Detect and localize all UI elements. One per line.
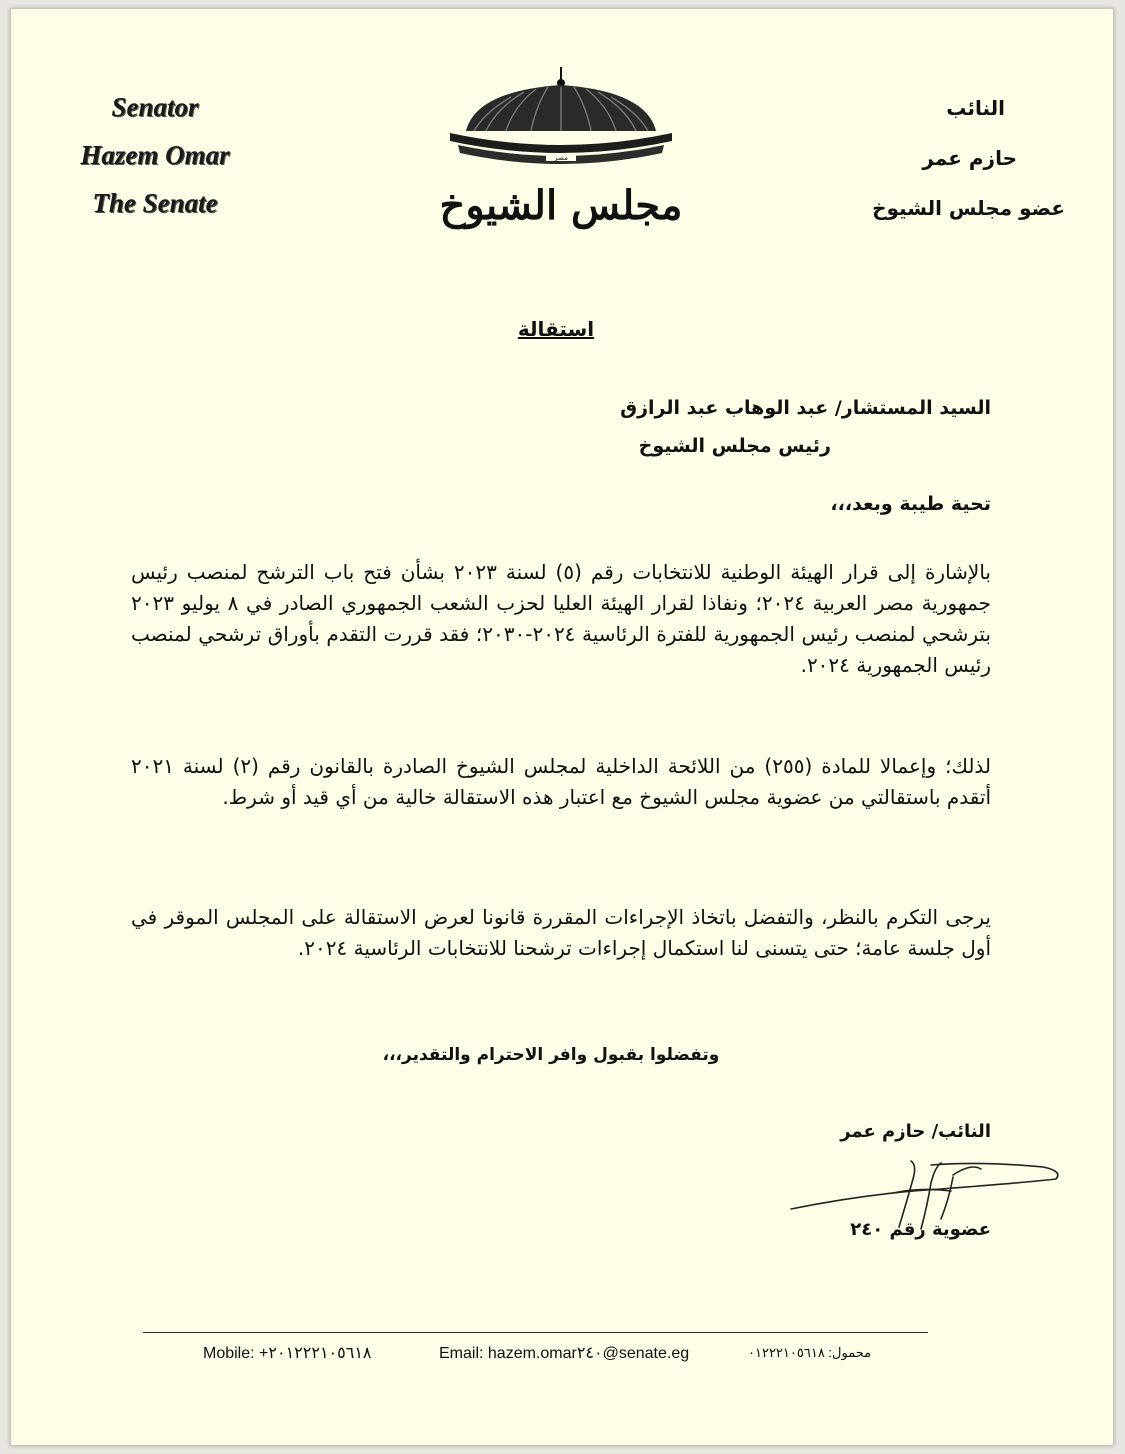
body-paragraph-1: بالإشارة إلى قرار الهيئة الوطنية للانتخابات رقم (٥) لسنة ٢٠٢٣ بشأن فتح باب الترشح لمنصب رئيس جمهورية مصر العربية ٢٠٢٤؛ ونفاذا لقرار الهيئة العليا لحزب الشعب الجمهوري الصادر في ٨ يوليو ٢٠٢٣ بترشحي لمنصب رئيس الجمهورية للفترة الرئاسية ٢٠٢٤-٢٠٣٠؛ فقد قررت التقدم بأوراق ترشحي لمنصب رئيس الجمهورية ٢٠٢٤.	[131, 560, 991, 677]
greeting: تحية طيبة وبعد،،،	[830, 493, 991, 515]
senate-logo	[436, 61, 686, 241]
footer-mahmoul: محمول: ٠١٢٢٢١٠٥٦١٨	[748, 1345, 872, 1360]
body-paragraph-2: لذلك؛ وإعمالا للمادة (٢٥٥) من اللائحة الداخلية لمجلس الشيوخ الصادرة بالقانون رقم (٢) لسنة ٢٠٢١ أتقدم باستقالتي من عضوية مجلس الشيوخ مع اعتبار هذه الاستقالة خالية من أي قيد أو شرط.	[131, 754, 991, 809]
footer-divider	[143, 1332, 928, 1333]
addressee-position: رئيس مجلس الشيوخ	[638, 435, 831, 457]
addressee	[391, 389, 991, 465]
addressee-name: السيد المستشار/ عبد الوهاب عبد الرازق	[620, 397, 991, 419]
closing-line: وتفضلوا بقبول وافر الاحترام والتقدير،،،	[382, 1045, 720, 1065]
arabic-letterhead	[805, 83, 1065, 233]
arabic-header-line-2: حازم عمر	[922, 146, 1017, 170]
letter-title: استقالة	[517, 317, 595, 341]
english-header-line-1: Senator	[111, 92, 199, 122]
arabic-header-line-3: عضو مجلس الشيوخ	[872, 196, 1065, 220]
membership-number: عضوية رقم ٢٤٠	[850, 1219, 991, 1240]
body-paragraph-3: يرجى التكرم بالنظر، والتفضل باتخاذ الإجراءات المقررة قانونا لعرض الاستقالة على المجلس الموقر في أول جلسة عامة؛ حتى يتسنى لنا استكمال إجراءات ترشحنا للانتخابات الرئاسية ٢٠٢٤.	[131, 905, 991, 960]
english-header-line-3: The Senate	[92, 188, 218, 218]
arabic-header-line-1: النائب	[946, 96, 1005, 120]
footer-email: Email: hazem.omar٢٤٠@senate.eg	[439, 1345, 690, 1362]
letter-page	[10, 8, 1114, 1446]
signatory-name: النائب/ حازم عمر	[840, 1121, 991, 1142]
svg-text:مصر: مصر	[554, 154, 568, 162]
english-letterhead	[45, 83, 265, 227]
english-header-line-2: Hazem Omar	[80, 140, 230, 170]
logo-calligraphy: مجلس الشيوخ	[439, 182, 683, 229]
footer-mobile: Mobile: +٢٠١٢٢٢١٠٥٦١٨	[203, 1345, 372, 1362]
